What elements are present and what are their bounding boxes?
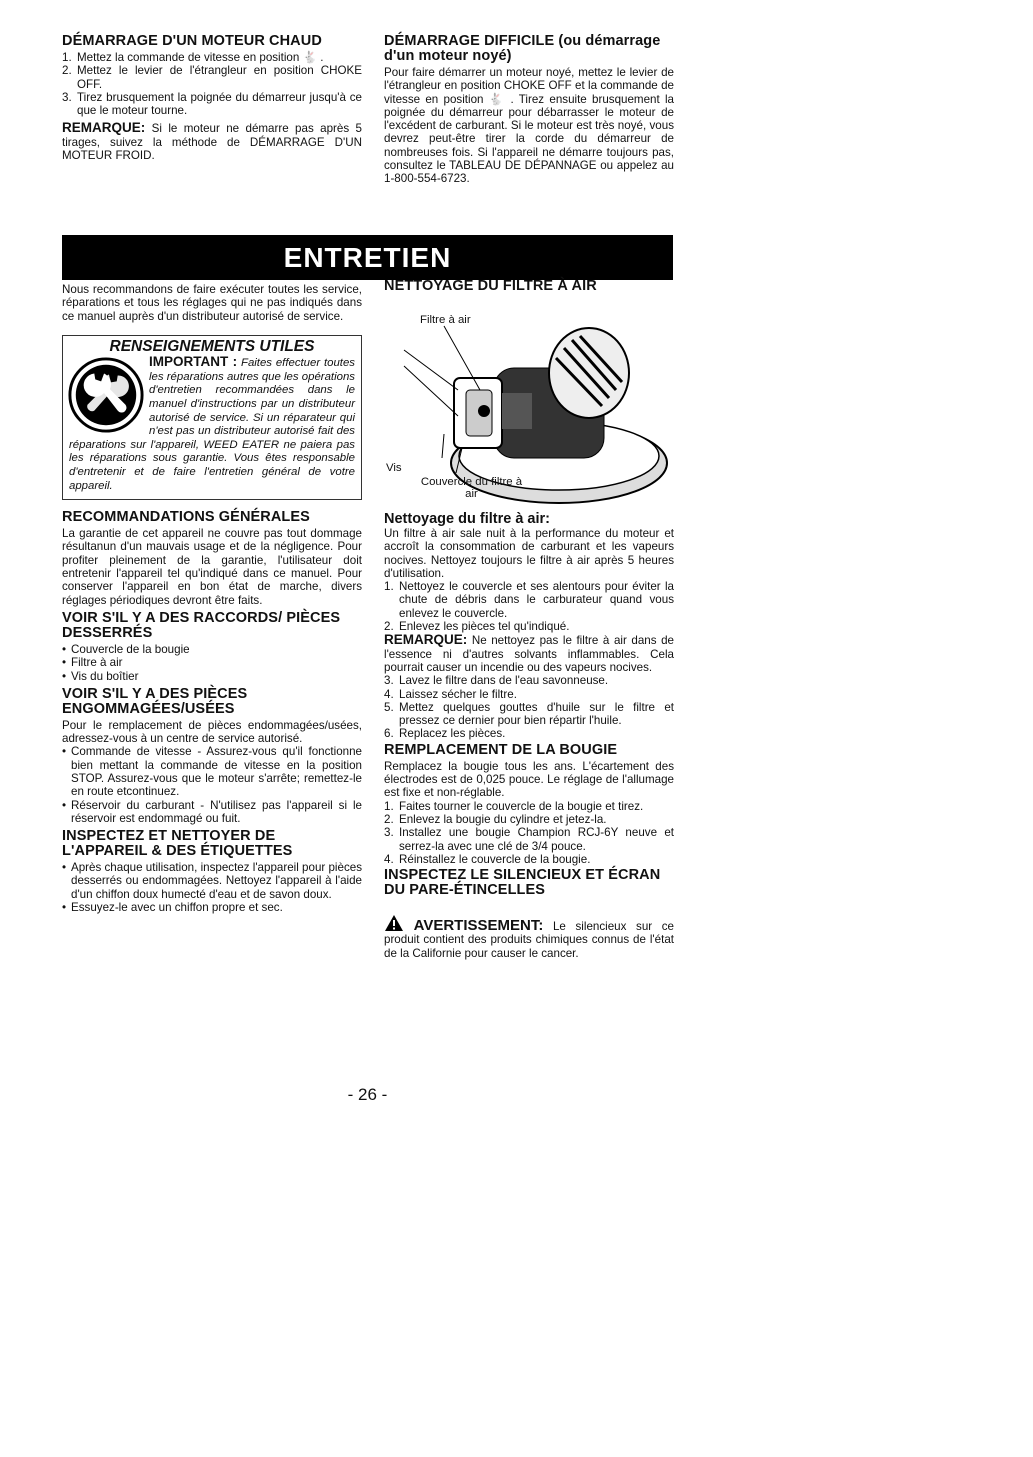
air-filter-text: Un filtre à air sale nuit à la performance du moteur et accroît la consommation de carburant et les vapeurs nocives. Nettoyez toujours le filtre à air après 5 heures d'utilisation. (384, 527, 674, 580)
inspect-clean-list (62, 861, 362, 914)
step-text: Enlevez la bougie du cylindre et jetez-la. (399, 812, 607, 826)
step-text: Replacez les pièces. (399, 727, 506, 741)
rabbit-icon: 🐇 (488, 92, 506, 106)
step-text: Mettez le levier de l'étrangleur en position CHOKE OFF. (77, 64, 362, 91)
right-column (384, 279, 674, 960)
useful-info-box (62, 335, 362, 500)
list-item: 1. Nettoyez le couvercle et ses alentours pour éviter la chute de débris dans le carburateur quand vous enlevez le couvercle. (384, 580, 674, 620)
damaged-parts-title: VOIR S'IL Y A DES PIÈCES ENGOMMAGÉES/USÉES (62, 685, 248, 717)
list-item: • Couvercle de la bougie (62, 643, 362, 656)
step-text: Mettez la commande de vitesse en position (77, 51, 300, 64)
hot-start-step: 1. Mettez la commande de vitesse en position 🐇 . (62, 51, 324, 64)
damaged-parts-text: Pour le remplacement de pièces endommagées/usées, adressez-vous à un centre de service autorisé. (62, 718, 362, 746)
warning-label: AVERTISSEMENT: (413, 917, 544, 935)
remark-label: REMARQUE: (384, 632, 468, 648)
muffler-title: INSPECTEZ LE SILENCIEUX ET ÉCRAN DU PARE-ÉTINCELLES (384, 867, 661, 899)
list-item: • Réservoir du carburant - N'utilisez pas l'appareil si le réservoir est endommagé ou fuit. (62, 799, 362, 826)
loose-parts-title: VOIR S'IL Y A DES RACCORDS/ PIÈCES DESSERRÉS (62, 609, 341, 641)
list-item: 4. Réinstallez le couvercle de la bougie. (384, 852, 591, 866)
list-item: 6. Replacez les pièces. (384, 727, 506, 741)
general-reco-title: RECOMMANDATIONS GÉNÉRALES (62, 509, 310, 526)
flooded-start-text (384, 66, 674, 186)
warning-icon (384, 914, 404, 932)
warning-text: Le silencieux sur ce produit contient des produits chimiques connus de l'état de la Californie pour causer le cancer. (384, 920, 674, 960)
step-text: Faites tourner le couvercle de la bougie et tirez. (399, 799, 644, 813)
list-item: 2. Enlevez la bougie du cylindre et jetez-la. (384, 812, 607, 826)
list-item: • Après chaque utilisation, inspectez l'appareil pour pièces desserrés ou endommagées. Nettoyez l'appareil à l'aide d'un chiffon doux humecté d'eau et de savon doux. (62, 861, 362, 901)
cover-label: Couvercle du filtre à air (420, 476, 523, 500)
flooded-text-1: Pour faire démarrer un moteur noyé, mettez le levier de l'étrangleur en position CHOKE OFF et la commande de vitesse en position (384, 66, 674, 106)
muffler-warning (384, 914, 674, 960)
list-item: 5. Mettez quelques gouttes d'huile sur le filtre et pressez ce dernier pour bien répartir l'huile. (384, 700, 674, 728)
list-item: • Essuyez-le avec un chiffon propre et sec. (62, 901, 362, 914)
wrench-icon (67, 355, 145, 435)
hot-start-steps (62, 51, 362, 117)
air-filter-title: NETTOYAGE DU FILTRE À AIR (384, 278, 597, 294)
air-filter-figure (384, 298, 674, 510)
air-filter-steps-b (384, 674, 674, 740)
list-item: 3. Lavez le filtre dans de l'eau savonneuse. (384, 674, 609, 688)
remark-label: REMARQUE: (62, 120, 146, 136)
left-column (62, 283, 362, 914)
air-filter-remark (384, 633, 674, 674)
hot-start-remark (62, 121, 362, 162)
flooded-start-title: DÉMARRAGE DIFFICILE (ou démarrage d'un moteur noyé) (384, 33, 661, 64)
rabbit-icon: 🐇 (302, 51, 318, 64)
list-item: 4. Laissez sécher le filtre. (384, 687, 517, 701)
inspect-clean-title: INSPECTEZ ET NETTOYER DE L'APPAREIL & DES ÉTIQUETTES (62, 828, 293, 860)
air-filter-subtitle: Nettoyage du filtre à air: (384, 511, 550, 527)
maintenance-intro: Nous recommandons de faire exécuter toutes les service, réparations et tous les réglages qui ne pas indiqués dans ce manuel auprès d'un distributeur autorisé de service. (62, 283, 362, 323)
flooded-text-2: . Tirez ensuite brusquement la poignée du démarreur pour débarrasser le moteur de l'excédent de carburant. Si le moteur est très noyé, vous devrez peut-être tirer la corde du démarreur de nombreuses fois. Si l'appareil ne démarre toujours pas, consultez le TABLEAU DE DÉPANNAGE ou appelez au 1-800-554-6723. (384, 92, 674, 186)
damaged-parts-list (62, 745, 362, 825)
list-item: • Filtre à air (62, 656, 362, 669)
air-filter-steps-a (384, 580, 674, 633)
step-text: Nettoyez le couvercle et ses alentours pour éviter la chute de débris dans le carburateur quand vous enlevez le couvercle. (399, 580, 674, 620)
step-text: Lavez le filtre dans de l'eau savonneuse. (399, 674, 609, 688)
hot-start-step: 3. Tirez brusquement la poignée du démarreur jusqu'à ce que le moteur tourne. (62, 90, 362, 118)
useful-info-text: Faites effectuer toutes les réparations autres que les opérations d'entretien recommandées dans le manuel d'instructions par un distributeur autorisé de service. Si un réparateur qui n'est pas un distributeur autorisé fait des réparations sur l'appareil, WEED EATER ne paiera pas les réparations sous garantie. Vous êtes responsable d'entretenir et de faire l'entretien général de votre appareil. (69, 357, 355, 492)
general-reco-text: La garantie de cet appareil ne couvre pas tout dommage résultanun d'un mauvais usage et de la négligence. Pour profiter pleinement de la garantie, l'utilisateur doit entretenir l'appareil tel qu'indiqué dans ce manuel. Pour conserver l'appareil en bon état de marche, divers réglages périodiques devront être faits. (62, 527, 362, 607)
list-item: 2. Enlevez les pièces tel qu'indiqué. (384, 620, 570, 634)
hot-start-section (62, 34, 362, 162)
loose-parts-list (62, 643, 362, 683)
step-text: Réinstallez le couvercle de la bougie. (399, 852, 591, 866)
page-number: - 26 - (347, 1085, 388, 1104)
flooded-start-section (384, 34, 674, 186)
screw-label: Vis (386, 462, 402, 474)
step-text: Installez une bougie Champion RCJ-6Y neuve et serrez-la avec une clé de 3/4 pouce. (399, 826, 674, 853)
air-filter-label: Filtre à air (420, 314, 471, 326)
hot-start-title: DÉMARRAGE D'UN MOTEUR CHAUD (62, 33, 322, 49)
list-item: 1. Faites tourner le couvercle de la bougie et tirez. (384, 799, 644, 813)
spark-plug-steps (384, 800, 674, 866)
useful-info-title: RENSEIGNEMENTS UTILES (109, 337, 315, 355)
remark-text: Ne nettoyez pas le filtre à air dans de l'essence ni d'autres solvants inflammables. Cela pourrait causer un incendie ou des vapeurs nocives. (384, 634, 674, 674)
list-item: • Commande de vitesse - Assurez-vous qu'il fonctionne bien mettant la commande de vitesse en la position STOP. Assurez-vous que le moteur s'arrête; remettez-le en route etcontinuez. (62, 745, 362, 798)
step-text: Enlevez les pièces tel qu'indiqué. (399, 620, 570, 634)
step-text: Mettez quelques gouttes d'huile sur le filtre et pressez ce dernier pour bien répartir l'huile. (399, 700, 674, 728)
remark-text: Si le moteur ne démarre pas après 5 tirages, suivez la méthode de DÉMARRAGE D'UN MOTEUR FROID. (62, 122, 362, 163)
list-item: 3. Installez une bougie Champion RCJ-6Y neuve et serrez-la avec une clé de 3/4 pouce. (384, 826, 674, 853)
step-text: Tirez brusquement la poignée du démarreur jusqu'à ce que le moteur tourne. (77, 90, 362, 118)
list-item: • Vis du boîtier (62, 670, 362, 683)
useful-info-body (69, 355, 355, 493)
hot-start-step: 2. Mettez le levier de l'étrangleur en position CHOKE OFF. (62, 64, 362, 91)
important-label: IMPORTANT : (149, 354, 238, 370)
maintenance-banner: ENTRETIEN (62, 235, 673, 280)
step-text: Laissez sécher le filtre. (399, 687, 517, 701)
spark-plug-text: Remplacez la bougie tous les ans. L'écartement des électrodes est de 0,025 pouce. Le réglage de l'allumage est fixe et non-réglable. (384, 759, 674, 800)
spark-plug-title: REMPLACEMENT DE LA BOUGIE (384, 741, 618, 758)
